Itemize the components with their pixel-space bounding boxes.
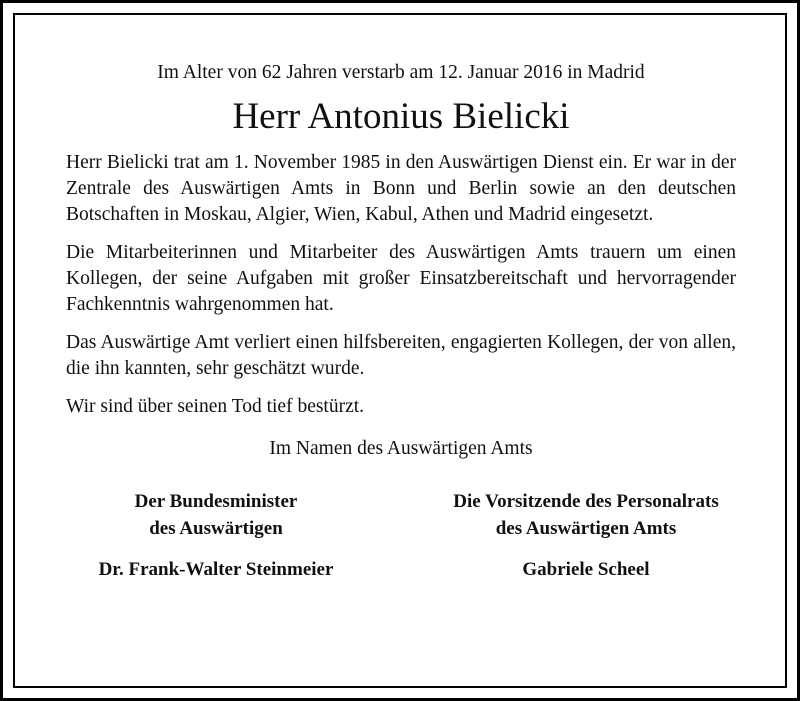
signatory-title: des Auswärtigen Amts (495, 518, 677, 539)
paragraph-condolence: Wir sind über seinen Tod tief bestürzt. (66, 396, 365, 417)
obituary-notice (66, 60, 736, 583)
signatory-name: Dr. Frank-Walter Steinmeier (98, 559, 334, 580)
closing-line: Im Namen des Auswärtigen Amts (269, 438, 533, 459)
signatory-title: Die Vorsitzende des Personalrats (453, 491, 719, 512)
signatory-staff-council (401, 488, 771, 583)
signatures (31, 488, 771, 583)
signatory-name: Gabriele Scheel (522, 559, 650, 580)
signatory-minister (31, 488, 401, 583)
paragraph-career: Herr Bielicki trat am 1. November 1985 in den Auswärtigen Dienst ein. Er war in der Zentrale des Auswärtigen Amts in Bonn und Berlin sowie an den deutschen Botschaften in Moskau, Algier, Wien, Kabul, Athen und Madrid eingesetzt. (66, 152, 736, 225)
signatory-title: des Auswärtigen (149, 518, 283, 539)
deceased-name: Herr Antonius Bielicki (232, 96, 570, 137)
intro-line: Im Alter von 62 Jahren verstarb am 12. Januar 2016 in Madrid (157, 62, 645, 83)
signatory-title: Der Bundesminister (134, 491, 298, 512)
paragraph-mourning: Die Mitarbeiterinnen und Mitarbeiter des Auswärtigen Amts trauern um einen Kollegen, der seine Aufgaben mit großer Einsatzbereitschaft und hervorragender Fachkenntnis wahrgenommen hat. (66, 242, 736, 315)
paragraph-appreciation: Das Auswärtige Amt verliert einen hilfsbereiten, engagierten Kollegen, der von allen, die ihn kannten, sehr geschätzt wurde. (66, 332, 736, 379)
